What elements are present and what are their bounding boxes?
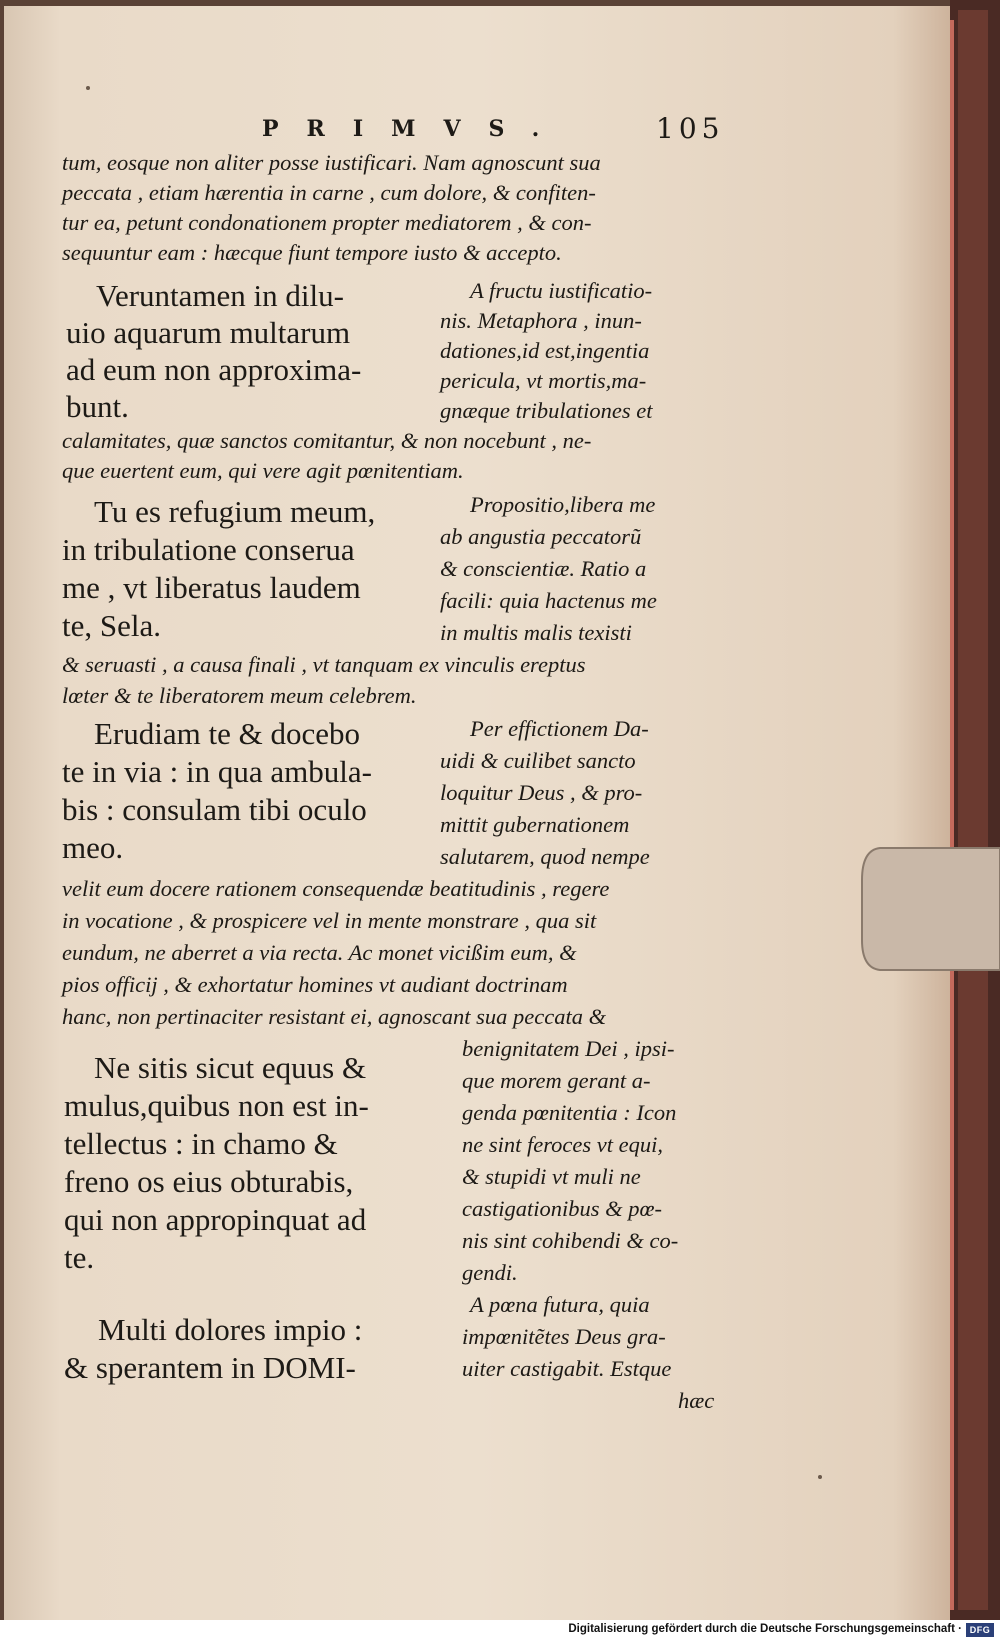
commentary-line: castigationibus & pœ- bbox=[462, 1196, 663, 1221]
commentary-line: salutarem, quod nempe bbox=[440, 844, 650, 869]
psalm-verse-line: te. bbox=[64, 1240, 95, 1275]
psalm-verse-line: in tribulatione conserua bbox=[62, 532, 355, 567]
commentary-line: nis sint cohibendi & co- bbox=[462, 1228, 679, 1253]
psalm-verse-line: Veruntamen in dilu- bbox=[96, 278, 344, 313]
commentary-line: eundum, ne aberret a via recta. Ac monet vicißim eum, & bbox=[62, 940, 577, 965]
commentary-line: loquitur Deus , & pro- bbox=[440, 780, 643, 805]
psalm-verse-line: Multi dolores impio : bbox=[98, 1312, 363, 1347]
psalm-verse-line: me , vt liberatus laudem bbox=[62, 570, 361, 605]
book-page bbox=[24, 8, 972, 1620]
commentary-line: pericula, vt mortis,ma- bbox=[440, 368, 647, 393]
digitization-credit: Digitalisierung gefördert durch die Deutsche Forschungsgemeinschaft · bbox=[568, 1623, 962, 1635]
commentary-line: mittit gubernationem bbox=[440, 812, 630, 837]
commentary-line: & seruasti , a causa finali , vt tanquam ex vinculis ereptus bbox=[62, 652, 586, 677]
psalm-verse-line: tellectus : in chamo & bbox=[64, 1126, 338, 1161]
psalm-verse-line: mulus,quibus non est in- bbox=[64, 1088, 369, 1123]
psalm-verse-line: Ne sitis sicut equus & bbox=[94, 1050, 367, 1085]
page-number: 105 bbox=[656, 112, 725, 145]
commentary-line: benignitatem Dei , ipsi- bbox=[462, 1036, 675, 1061]
commentary-line: que morem gerant a- bbox=[462, 1068, 651, 1093]
psalm-verse-line: qui non appropinquat ad bbox=[64, 1202, 367, 1237]
commentary-line: in vocatione , & prospicere vel in mente monstrare , qua sit bbox=[62, 908, 597, 933]
commentary-line: ab angustia peccatorũ bbox=[440, 524, 642, 549]
running-head: PRIMVS. bbox=[262, 116, 568, 142]
commentary-line: gnæque tribulationes et bbox=[440, 398, 653, 423]
commentary-line: hæc bbox=[678, 1388, 715, 1413]
psalm-verse-line: freno os eius obturabis, bbox=[64, 1164, 354, 1199]
psalm-verse-line: uio aquarum multarum bbox=[66, 315, 351, 350]
commentary-line: calamitates, quæ sanctos comitantur, & non nocebunt , ne- bbox=[62, 428, 592, 453]
commentary-line: velit eum docere rationem consequendæ beatitudinis , regere bbox=[62, 876, 610, 901]
psalm-verse-line: ad eum non approxima- bbox=[66, 352, 362, 387]
commentary-line: & conscientiæ. Ratio a bbox=[440, 556, 647, 581]
commentary-line: impœnitẽtes Deus gra- bbox=[462, 1324, 666, 1349]
commentary-line: Propositio,libera me bbox=[470, 492, 656, 517]
commentary-line: uidi & cuilibet sancto bbox=[440, 748, 636, 773]
commentary-line: A fructu iustificatio- bbox=[470, 278, 653, 303]
commentary-line: nis. Metaphora , inun- bbox=[440, 308, 642, 333]
psalm-verse-line: & sperantem in DOMI- bbox=[64, 1350, 356, 1385]
commentary-line: Per effictionem Da- bbox=[470, 716, 649, 741]
psalm-verse-line: te, Sela. bbox=[62, 608, 161, 643]
commentary-line: pios officij , & exhortatur homines vt audiant doctrinam bbox=[62, 972, 568, 997]
commentary-line: lœter & te liberatorem meum celebrem. bbox=[62, 683, 417, 708]
commentary-line: uiter castigabit. Estque bbox=[462, 1356, 672, 1381]
commentary-line: A pœna futura, quia bbox=[470, 1292, 650, 1317]
commentary-line: dationes,id est,ingentia bbox=[440, 338, 650, 363]
commentary-line: ne sint feroces vt equi, bbox=[462, 1132, 663, 1157]
commentary-line: tum, eosque non aliter posse iustificari. Nam agnoscunt sua bbox=[62, 150, 601, 175]
commentary-line: que euertent eum, qui vere agit pœnitentiam. bbox=[62, 458, 464, 483]
psalm-verse-line: meo. bbox=[62, 830, 124, 865]
commentary-line: tur ea, petunt condonationem propter mediatorem , & con- bbox=[62, 210, 592, 235]
psalm-verse-line: te in via : in qua ambula- bbox=[62, 754, 372, 789]
commentary-line: facili: quia hactenus me bbox=[440, 588, 657, 613]
psalm-verse-line: bunt. bbox=[66, 389, 129, 424]
commentary-line: gendi. bbox=[462, 1260, 518, 1285]
commentary-line: in multis malis texisti bbox=[440, 620, 632, 645]
psalm-verse-line: bis : consulam tibi oculo bbox=[62, 792, 367, 827]
commentary-line: hanc, non pertinaciter resistant ei, agnoscant sua peccata & bbox=[62, 1004, 607, 1029]
psalm-verse-line: Erudiam te & docebo bbox=[94, 716, 360, 751]
psalm-verse-line: Tu es refugium meum, bbox=[94, 494, 376, 529]
commentary-line: sequuntur eam : hæcque fiunt tempore iusto & accepto. bbox=[62, 240, 562, 265]
commentary-line: genda pœnitentia : Icon bbox=[462, 1100, 677, 1125]
commentary-line: & stupidi vt muli ne bbox=[462, 1164, 641, 1189]
commentary-line: peccata , etiam hærentia in carne , cum dolore, & confiten- bbox=[62, 180, 596, 205]
dfg-logo: DFG bbox=[966, 1623, 994, 1637]
